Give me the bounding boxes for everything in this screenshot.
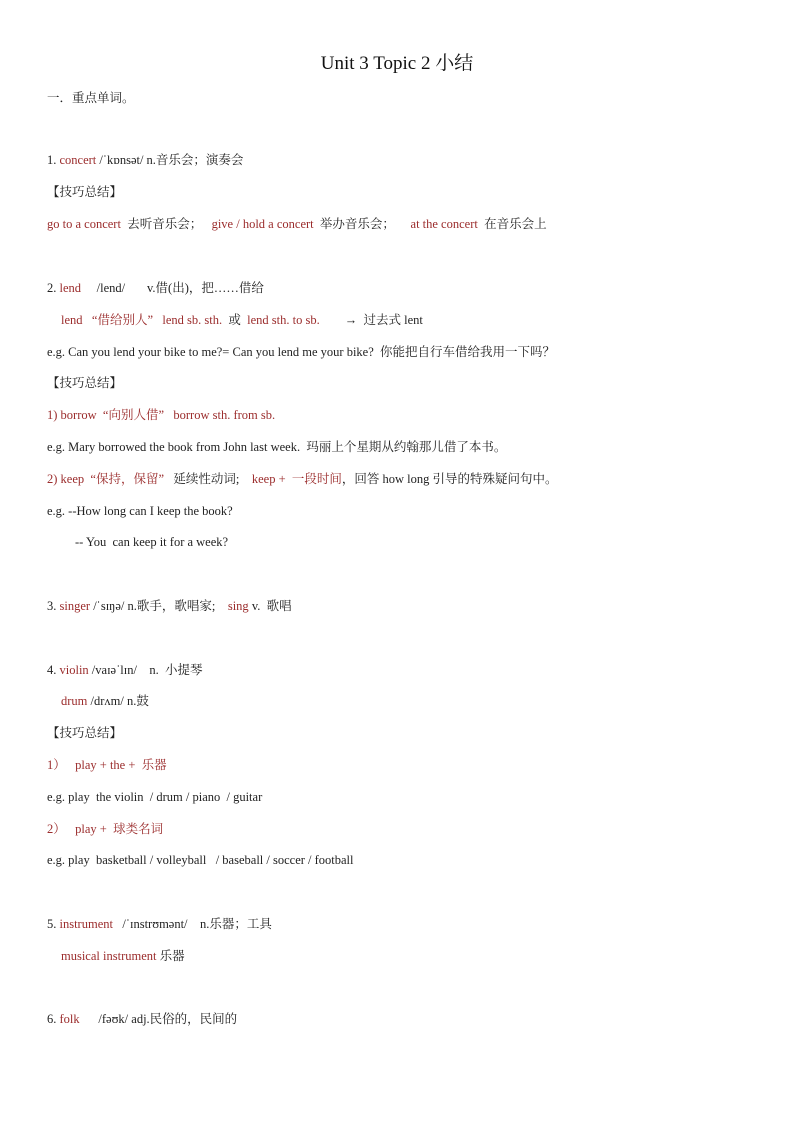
text-segment: “向别人借” xyxy=(96,408,174,422)
text-segment: drum xyxy=(61,694,88,708)
vocab-word: folk xyxy=(59,1012,80,1026)
text-segment: “保持，保留” xyxy=(84,472,174,486)
musical-instrument-phrase xyxy=(61,948,185,964)
keep-example-question: e.g. --How long can I keep the book? xyxy=(47,504,233,518)
vocab-word: violin xyxy=(59,663,89,677)
keep-example-answer: -- You can keep it for a week? xyxy=(75,535,229,549)
section-heading: 一．重点单词。 xyxy=(47,91,135,105)
vocab-item-folk: 6. folk /fəʊk/ adj.民俗的，民间的 xyxy=(47,1012,238,1026)
vocab-item-instrument: 5. instrument /ˈɪnstrʊmənt/ n.乐器；工具 xyxy=(47,917,272,931)
lend-example: e.g. Can you lend your bike to me?= Can you lend me your bike? 你能把自行车借给我用一下吗？ xyxy=(47,345,556,359)
tip-heading: 【技巧总结】 xyxy=(47,185,123,199)
text-segment: singer xyxy=(59,599,91,613)
text-segment: v. 歌唱 xyxy=(248,599,292,613)
text-segment: 去听音乐会； xyxy=(120,217,212,231)
text-segment: musical instrument xyxy=(61,949,157,963)
vocab-item-lend: 2. lend /lend/ v.借(出)，把……借给 xyxy=(47,281,264,295)
text-segment: lend sth. to sb. xyxy=(247,313,320,327)
tip-heading: 【技巧总结】 xyxy=(47,726,123,740)
vocab-word: instrument xyxy=(59,917,113,931)
text-segment: 在音乐会上 xyxy=(477,217,547,231)
text-segment: → 过去式 lent xyxy=(319,313,423,327)
page-title: Unit 3 Topic 2 小结 xyxy=(320,53,474,74)
vocab-word: concert xyxy=(59,153,97,167)
text-segment: ，回答 how long 引导的特殊疑问句中。 xyxy=(341,472,558,486)
text-segment: lend xyxy=(61,313,83,327)
borrow-usage xyxy=(47,407,275,423)
text-segment: /ˈsɪŋə/ n.歌手，歌唱家; xyxy=(90,599,228,613)
vocab-item-singer xyxy=(47,598,292,614)
rule-instrument: 1） play + the + 乐器 xyxy=(47,758,167,772)
tip-heading: 【技巧总结】 xyxy=(47,376,123,390)
borrow-example: e.g. Mary borrowed the book from John last week. 玛丽上个星期从约翰那儿借了本书。 xyxy=(47,440,507,454)
vocab-item-violin: 4. violin /vaɪəˈlɪn/ n. 小提琴 xyxy=(47,663,203,677)
rule-ball-game: 2） play + 球类名词 xyxy=(47,822,164,836)
vocab-item-concert: 1. concert /ˈkɒnsət/ n.音乐会；演奏会 xyxy=(47,153,244,167)
keep-usage xyxy=(47,471,558,487)
text-segment: 2) keep xyxy=(47,472,85,486)
vocab-item-drum xyxy=(61,693,149,709)
text-segment: 或 xyxy=(222,313,248,327)
text-segment: 1) borrow xyxy=(47,408,97,422)
text-segment: 举办音乐会； xyxy=(313,217,411,231)
text-segment: 3. xyxy=(47,599,60,613)
text-segment: lend sb. sth. xyxy=(162,313,223,327)
lend-usage xyxy=(61,312,423,328)
text-segment: borrow sth. from sb. xyxy=(173,408,276,422)
text-segment: go to a concert xyxy=(47,217,121,231)
text-segment: /drʌm/ n.鼓 xyxy=(87,694,149,708)
vocab-word: lend xyxy=(59,281,82,295)
text-segment: 延续性动词; xyxy=(173,472,252,486)
text-segment: sing xyxy=(227,599,249,613)
rule-ball-game-example: e.g. play basketball / volleyball / baseball / soccer / football xyxy=(47,853,354,867)
text-segment: 乐器 xyxy=(156,949,185,963)
concert-phrases xyxy=(47,216,547,232)
rule-instrument-example: e.g. play the violin / drum / piano / guitar xyxy=(47,790,263,804)
text-segment: at the concert xyxy=(410,217,478,231)
text-segment: “借给别人” xyxy=(82,313,163,327)
text-segment: give / hold a concert xyxy=(211,217,314,231)
text-segment: keep + 一段时间 xyxy=(251,472,342,486)
